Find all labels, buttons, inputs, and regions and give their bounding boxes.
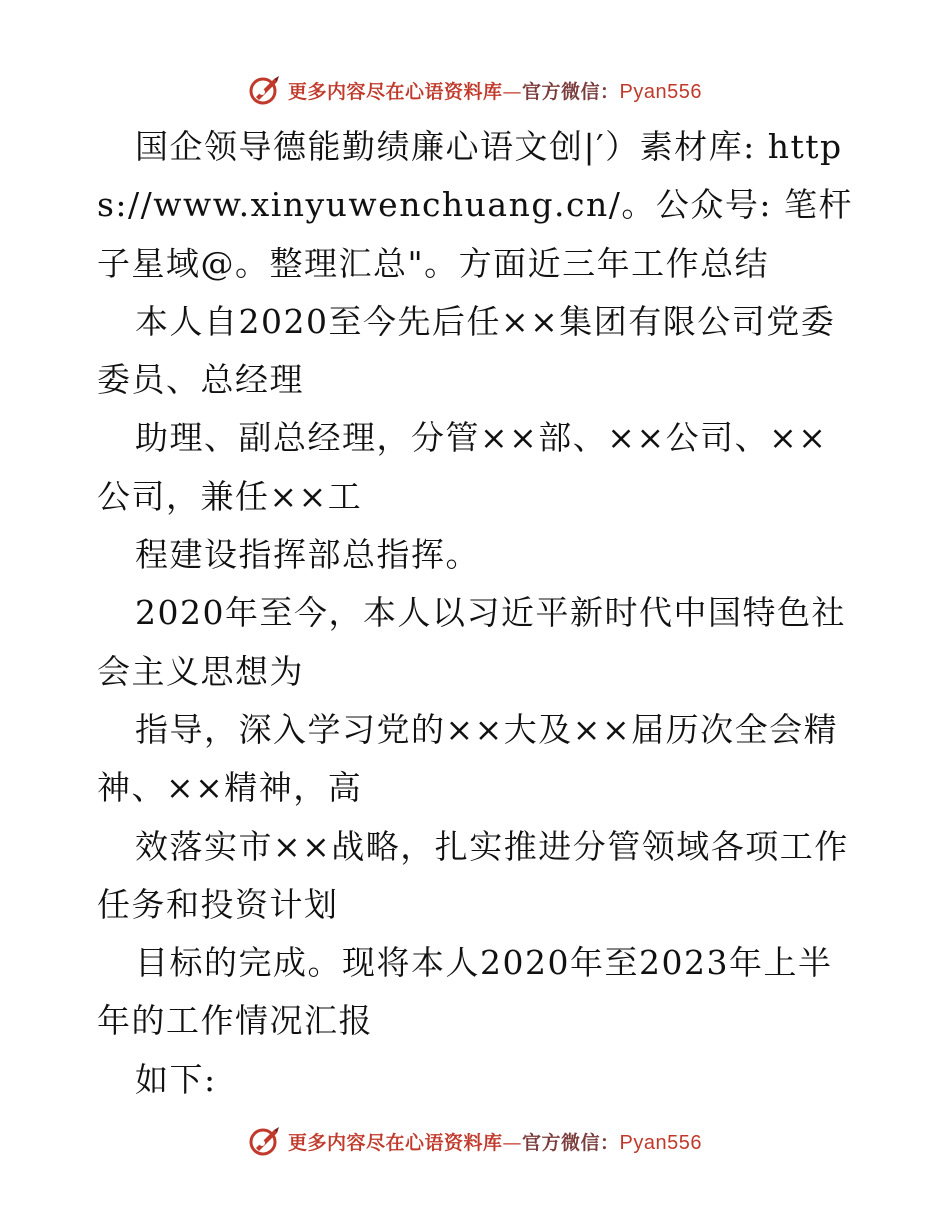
banner-wechat-id: Pyan556 xyxy=(619,80,702,103)
document-body xyxy=(97,118,857,1109)
paragraph: 指导，深入学习党的××大及××届历次全会精神、××精神，高 xyxy=(97,709,839,808)
quill-logo-icon xyxy=(248,73,282,107)
paragraph: 如下: xyxy=(135,1059,217,1099)
banner-main-text: 更多内容尽在心语资料库 xyxy=(288,80,503,103)
banner-wechat-label: 官方微信： xyxy=(522,80,620,103)
quill-logo-icon xyxy=(248,1124,282,1158)
banner-wechat-id: Pyan556 xyxy=(619,1131,702,1154)
paragraph: 助理、副总经理，分管××部、××公司、××公司，兼任××工 xyxy=(97,418,828,516)
header-banner xyxy=(0,70,950,110)
paragraph: 目标的完成。现将本人2020年至2023年上半年的工作情况汇报 xyxy=(97,943,833,1041)
paragraph: 2020年至今，本人以习近平新时代中国特色社会主义思想为 xyxy=(97,593,846,691)
footer-banner xyxy=(0,1121,950,1161)
banner-main-text: 更多内容尽在心语资料库 xyxy=(288,1131,503,1154)
paragraph: 国企领导德能勤绩廉心语文创|′）素材库: https://www.xinyuwenchuang.cn/。公众号: 笔杆子星域@。整理汇总"。方面近三年工作总结 xyxy=(97,127,853,283)
banner-separator: — xyxy=(502,80,523,103)
paragraph: 效落实市××战略，扎实推进分管领域各项工作任务和投资计划 xyxy=(97,826,849,924)
banner-text xyxy=(288,1128,702,1155)
banner-separator: — xyxy=(502,1131,523,1154)
paragraph: 程建设指挥部总指挥。 xyxy=(135,535,480,575)
banner-wechat-label: 官方微信： xyxy=(522,1131,620,1154)
paragraph: 本人自2020至今先后任××集团有限公司党委委员、总经理 xyxy=(97,301,836,400)
banner-text xyxy=(288,77,702,104)
